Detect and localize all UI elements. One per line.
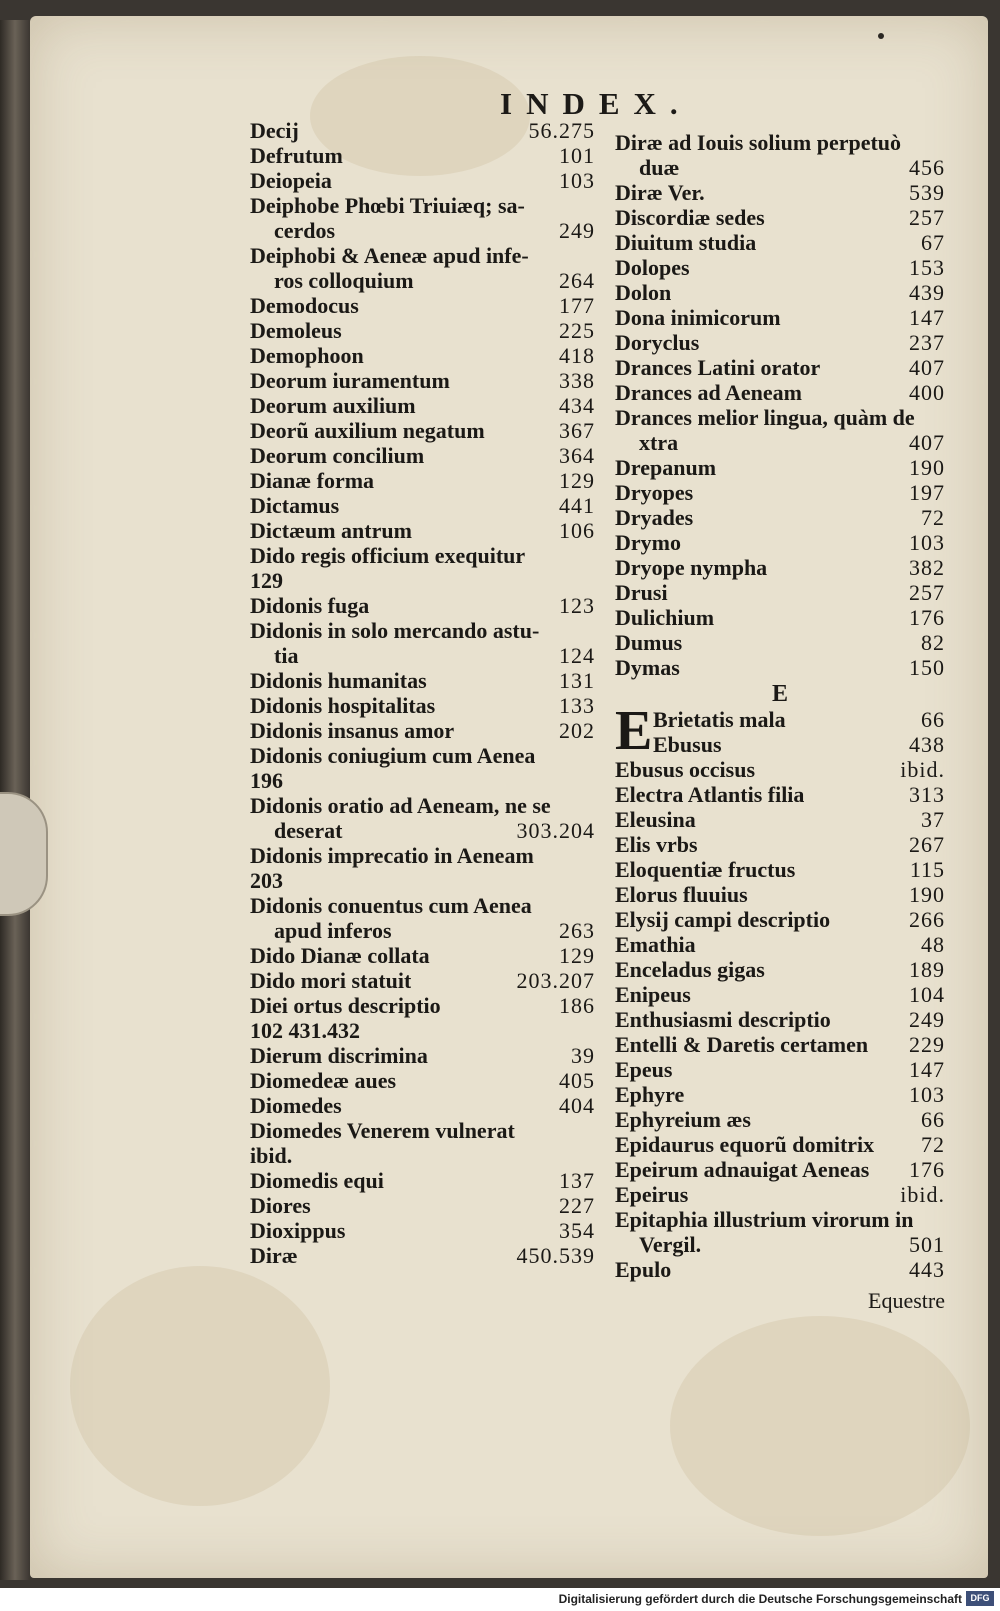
entry-pages: 441: [559, 493, 595, 518]
entry-pages: 103: [559, 168, 595, 193]
index-entry: [615, 530, 945, 555]
entry-pages: 129: [559, 943, 595, 968]
entry-pages: 539: [909, 180, 945, 205]
index-page-ref-line: 203: [250, 868, 283, 893]
entry-pages: 303.204: [516, 818, 595, 843]
index-entry: [250, 118, 595, 143]
entry-pages: 67: [921, 230, 945, 255]
entry-pages: 438: [909, 732, 945, 757]
index-entry: [615, 655, 945, 680]
index-entry-continuation: [250, 818, 595, 843]
entry-pages: 48: [921, 932, 945, 957]
index-entry: [615, 480, 945, 505]
index-entry: [615, 555, 945, 580]
entry-term: Drances ad Aeneam: [615, 380, 802, 405]
entry-pages: [589, 793, 595, 818]
entry-term: Diomedeæ aues: [250, 1068, 397, 1093]
index-entry: [615, 605, 945, 630]
entry-term: Elysij campi descriptio: [615, 907, 831, 932]
entry-term: Deorũ auxilium negatum: [250, 418, 485, 443]
ink-dot: [878, 33, 884, 39]
index-entry: [653, 707, 945, 732]
entry-term: cerdos: [274, 218, 336, 243]
index-entry: [615, 1057, 945, 1082]
entry-pages: [589, 618, 595, 643]
index-entry: [250, 1118, 595, 1143]
entry-pages: 264: [559, 268, 595, 293]
index-entry: [615, 932, 945, 957]
entry-term: Brietatis mala: [653, 707, 786, 732]
index-entry-continuation: [615, 430, 945, 455]
entry-term: Dioxippus: [250, 1218, 346, 1243]
entry-term: Dido mori statuit: [250, 968, 412, 993]
entry-term: Ephyre: [615, 1082, 685, 1107]
entry-pages: 229: [909, 1032, 945, 1057]
entry-pages: 190: [909, 882, 945, 907]
index-entry: [250, 993, 595, 1018]
index-entry: [615, 857, 945, 882]
index-entry: [615, 1132, 945, 1157]
index-entry: [615, 580, 945, 605]
entry-term: Drepanum: [615, 455, 717, 480]
entry-term: Epidaurus equorũ domitrix: [615, 1132, 875, 1157]
index-column-right: [615, 130, 945, 1313]
section-letter: E: [771, 681, 788, 707]
entry-pages: 313: [909, 782, 945, 807]
index-entry: [615, 757, 945, 782]
entry-pages: 104: [909, 982, 945, 1007]
entry-term: Diræ ad Iouis solium perpetuò: [615, 130, 902, 155]
entry-term: Diomedes: [250, 1093, 342, 1118]
entry-term: Elorus fluuius: [615, 882, 748, 907]
index-entry: [250, 1243, 595, 1268]
entry-term: Epeirum adnauigat Aeneas: [615, 1157, 870, 1182]
index-entry: [250, 843, 595, 868]
entry-term: Dryopes: [615, 480, 694, 505]
entry-term: Diomedis equi: [250, 1168, 384, 1193]
entry-term: Diræ Ver.: [615, 180, 705, 205]
entry-pages: 367: [559, 418, 595, 443]
entry-term: Enceladus gigas: [615, 957, 765, 982]
index-entry: [615, 405, 945, 430]
entry-pages: 176: [909, 1157, 945, 1182]
entry-pages: 106: [559, 518, 595, 543]
entry-pages: [589, 1118, 595, 1143]
entry-term: tia: [274, 643, 299, 668]
entry-term: Enthusiasmi descriptio: [615, 1007, 831, 1032]
footer-credit: Digitalisierung gefördert durch die Deutsche Forschungsgemeinschaft: [558, 1592, 962, 1606]
entry-pages: [589, 743, 595, 768]
entry-pages: 450.539: [516, 1243, 595, 1268]
index-entry: [250, 793, 595, 818]
dropcap-entry: [615, 700, 945, 762]
index-entry: [615, 280, 945, 305]
entry-term: Dido Dianæ collata: [250, 943, 430, 968]
index-entry: [615, 832, 945, 857]
index-entry: [615, 957, 945, 982]
index-entry: [615, 1007, 945, 1032]
index-entry: [615, 355, 945, 380]
entry-term: Dido regis officium exequitur: [250, 543, 526, 568]
index-entry: [615, 305, 945, 330]
entry-term: Ebusus occisus: [615, 757, 756, 782]
entry-term: Demoleus: [250, 318, 342, 343]
entry-pages: 103: [909, 530, 945, 555]
index-entry: [615, 230, 945, 255]
index-entry: [615, 630, 945, 655]
entry-term: Didonis hospitalitas: [250, 693, 436, 718]
entry-term: Diores: [250, 1193, 311, 1218]
entry-term: Decij: [250, 118, 299, 143]
entry-term: Emathia: [615, 932, 696, 957]
entry-pages: 227: [559, 1193, 595, 1218]
entry-term: Drances Latini orator: [615, 355, 821, 380]
entry-pages: 66: [921, 707, 945, 732]
entry-pages: [939, 1207, 945, 1232]
entry-pages: [589, 543, 595, 568]
entry-term: Elis vrbs: [615, 832, 698, 857]
entry-term: Diræ: [250, 1243, 298, 1268]
index-entry: [250, 1043, 595, 1068]
index-entry: [250, 368, 595, 393]
entry-pages: 407: [909, 355, 945, 380]
entry-pages: 131: [559, 668, 595, 693]
entry-term: Enipeus: [615, 982, 691, 1007]
entry-pages: ibid.: [900, 757, 945, 782]
entry-pages: 123: [559, 593, 595, 618]
dropcap-letter: E: [615, 700, 653, 762]
index-entry: [615, 330, 945, 355]
entry-pages: 72: [921, 1132, 945, 1157]
entry-pages: 418: [559, 343, 595, 368]
index-entry: [250, 443, 595, 468]
entry-pages: 147: [909, 305, 945, 330]
entry-term: deserat: [274, 818, 343, 843]
entry-pages: 266: [909, 907, 945, 932]
index-entry: [250, 493, 595, 518]
entry-term: Dumus: [615, 630, 683, 655]
entry-pages: 257: [909, 205, 945, 230]
entry-pages: 37: [921, 807, 945, 832]
entry-term: Didonis fuga: [250, 593, 370, 618]
index-page-ref-line: 196: [250, 768, 283, 793]
index-page-ref-line: 129: [250, 568, 283, 593]
index-entry: [250, 168, 595, 193]
entry-pages: 103: [909, 1082, 945, 1107]
entry-term: Epitaphia illustrium virorum in: [615, 1207, 914, 1232]
index-entry: [250, 1093, 595, 1118]
entry-term: Dulichium: [615, 605, 715, 630]
entry-pages: [589, 243, 595, 268]
entry-pages: 39: [571, 1043, 595, 1068]
entry-pages: 400: [909, 380, 945, 405]
entry-term: Drusi: [615, 580, 668, 605]
entry-term: Dymas: [615, 655, 680, 680]
entry-term: Vergil.: [639, 1232, 702, 1257]
entry-term: xtra: [639, 430, 679, 455]
index-entry: [615, 1182, 945, 1207]
entry-pages: [589, 193, 595, 218]
entry-pages: 249: [559, 218, 595, 243]
entry-term: Epeirus: [615, 1182, 689, 1207]
index-entry: [615, 1107, 945, 1132]
entry-pages: [939, 130, 945, 155]
index-entry: [250, 243, 595, 268]
entry-term: Doryclus: [615, 330, 700, 355]
entry-pages: 56.275: [528, 118, 595, 143]
index-entry: [615, 180, 945, 205]
index-entry: [615, 1207, 945, 1232]
index-entry: [615, 1082, 945, 1107]
index-entry: [615, 455, 945, 480]
entry-term: Epulo: [615, 1257, 672, 1282]
entry-pages: 434: [559, 393, 595, 418]
entry-term: Dianæ forma: [250, 468, 375, 493]
entry-term: Demodocus: [250, 293, 359, 318]
entry-term: Didonis insanus amor: [250, 718, 455, 743]
index-entry-continuation: [615, 155, 945, 180]
index-entry: [250, 343, 595, 368]
entry-pages: 267: [909, 832, 945, 857]
entry-pages: 404: [559, 1093, 595, 1118]
paper-stain: [670, 1316, 970, 1536]
entry-term: Deorum iuramentum: [250, 368, 450, 393]
entry-term: Eloquentiæ fructus: [615, 857, 796, 882]
index-entry: [615, 782, 945, 807]
entry-term: Didonis humanitas: [250, 668, 427, 693]
entry-term: Epeus: [615, 1057, 673, 1082]
index-entry: [250, 618, 595, 643]
entry-term: Drances melior lingua, quàm de: [615, 405, 915, 430]
entry-term: Diuitum studia: [615, 230, 757, 255]
entry-pages: 147: [909, 1057, 945, 1082]
index-entry: [250, 293, 595, 318]
entry-pages: 225: [559, 318, 595, 343]
index-entry: [250, 393, 595, 418]
entry-pages: 129: [559, 468, 595, 493]
index-entry: [615, 982, 945, 1007]
entry-pages: 197: [909, 480, 945, 505]
index-entry-continuation: [250, 918, 595, 943]
index-entry-continuation: [250, 643, 595, 668]
entry-pages: 407: [909, 430, 945, 455]
index-entry: [250, 968, 595, 993]
index-entry-continuation: [250, 218, 595, 243]
index-entry: [250, 193, 595, 218]
index-entry: [615, 807, 945, 832]
entry-pages: 124: [559, 643, 595, 668]
entry-pages: 66: [921, 1107, 945, 1132]
index-entry: [250, 693, 595, 718]
entry-term: Didonis imprecatio in Aeneam: [250, 843, 534, 868]
entry-pages: 177: [559, 293, 595, 318]
index-entry: [250, 1218, 595, 1243]
entry-pages: 133: [559, 693, 595, 718]
dfg-logo: DFG: [966, 1591, 994, 1606]
index-entry: [250, 418, 595, 443]
index-entry: [250, 543, 595, 568]
index-entry: [250, 893, 595, 918]
paper-stain: [70, 1266, 330, 1506]
index-entry-continuation: [615, 1232, 945, 1257]
entry-term: Defrutum: [250, 143, 343, 168]
entry-term: Dolon: [615, 280, 672, 305]
entry-term: Diomedes Venerem vulnerat: [250, 1118, 515, 1143]
entry-pages: 263: [559, 918, 595, 943]
entry-pages: 176: [909, 605, 945, 630]
index-column-left: [250, 118, 595, 1268]
index-entry: [615, 505, 945, 530]
entry-term: Electra Atlantis filia: [615, 782, 805, 807]
index-entry: [615, 380, 945, 405]
entry-term: Drymo: [615, 530, 681, 555]
entry-pages: 237: [909, 330, 945, 355]
entry-pages: 249: [909, 1007, 945, 1032]
entry-pages: 203.207: [516, 968, 595, 993]
entry-term: Discordiæ sedes: [615, 205, 765, 230]
entry-pages: 153: [909, 255, 945, 280]
index-entry: [615, 907, 945, 932]
entry-pages: 405: [559, 1068, 595, 1093]
entry-term: Dryope nympha: [615, 555, 768, 580]
entry-pages: 382: [909, 555, 945, 580]
index-entry: [615, 1257, 945, 1282]
page-title: INDEX.: [500, 86, 692, 121]
index-entry: [615, 130, 945, 155]
entry-term: Deiphobi & Aeneæ apud infe-: [250, 243, 529, 268]
entry-pages: 354: [559, 1218, 595, 1243]
index-entry: [250, 143, 595, 168]
entry-pages: 137: [559, 1168, 595, 1193]
entry-term: Diei ortus descriptio: [250, 993, 441, 1018]
entry-pages: 338: [559, 368, 595, 393]
index-entry: [250, 943, 595, 968]
index-entry: [250, 318, 595, 343]
index-entry: [615, 255, 945, 280]
entry-pages: 115: [909, 857, 945, 882]
index-entry: [615, 882, 945, 907]
entry-term: Didonis conuentus cum Aenea: [250, 893, 532, 918]
index-entry: [615, 205, 945, 230]
entry-term: Ebusus: [653, 732, 722, 757]
entry-pages: 202: [559, 718, 595, 743]
entry-pages: 186: [559, 993, 595, 1018]
entry-pages: [589, 843, 595, 868]
entry-term: Didonis in solo mercando astu-: [250, 618, 540, 643]
entry-term: Eleusina: [615, 807, 696, 832]
index-entry: [250, 518, 595, 543]
entry-pages: 439: [909, 280, 945, 305]
index-entry: [250, 593, 595, 618]
entry-pages: 456: [909, 155, 945, 180]
index-page-ref-line: ibid.: [250, 1143, 293, 1168]
entry-term: Deorum concilium: [250, 443, 425, 468]
index-entry-continuation: [250, 268, 595, 293]
index-entry: [653, 732, 945, 757]
index-entry: [615, 1157, 945, 1182]
entry-pages: 364: [559, 443, 595, 468]
catchword: Equestre: [868, 1288, 945, 1313]
index-entry: [250, 718, 595, 743]
entry-pages: 443: [909, 1257, 945, 1282]
entry-pages: 72: [921, 505, 945, 530]
entry-term: Didonis oratio ad Aeneam, ne se: [250, 793, 551, 818]
index-entry: [250, 1168, 595, 1193]
entry-term: Didonis coniugium cum Aenea: [250, 743, 536, 768]
entry-pages: 101: [559, 143, 595, 168]
entry-term: Deiphobe Phœbi Triuiæq; sa-: [250, 193, 525, 218]
index-entry: [250, 668, 595, 693]
entry-pages: 82: [921, 630, 945, 655]
entry-term: duæ: [639, 155, 680, 180]
index-entry: [250, 743, 595, 768]
entry-term: Demophoon: [250, 343, 364, 368]
entry-term: Dona inimicorum: [615, 305, 781, 330]
entry-pages: [939, 405, 945, 430]
entry-term: Ephyreium æs: [615, 1107, 751, 1132]
entry-term: Dierum discrimina: [250, 1043, 428, 1068]
entry-pages: 189: [909, 957, 945, 982]
entry-term: apud inferos: [274, 918, 392, 943]
entry-term: Dictæum antrum: [250, 518, 412, 543]
entry-pages: 190: [909, 455, 945, 480]
entry-term: Entelli & Daretis certamen: [615, 1032, 869, 1057]
entry-pages: 257: [909, 580, 945, 605]
entry-pages: [589, 893, 595, 918]
index-entry: [250, 1068, 595, 1093]
entry-pages: 150: [909, 655, 945, 680]
page-clip: [0, 792, 48, 916]
entry-term: Deiopeia: [250, 168, 332, 193]
entry-term: Dictamus: [250, 493, 340, 518]
entry-term: Dolopes: [615, 255, 690, 280]
entry-term: Dryades: [615, 505, 694, 530]
index-page-ref-line: 102 431.432: [250, 1018, 360, 1043]
entry-term: ros colloquium: [274, 268, 414, 293]
entry-term: Deorum auxilium: [250, 393, 416, 418]
entry-pages: ibid.: [900, 1182, 945, 1207]
index-entry: [615, 1032, 945, 1057]
index-entry: [250, 468, 595, 493]
entry-pages: 501: [909, 1232, 945, 1257]
index-entry: [250, 1193, 595, 1218]
footer-bar: [0, 1588, 1000, 1611]
